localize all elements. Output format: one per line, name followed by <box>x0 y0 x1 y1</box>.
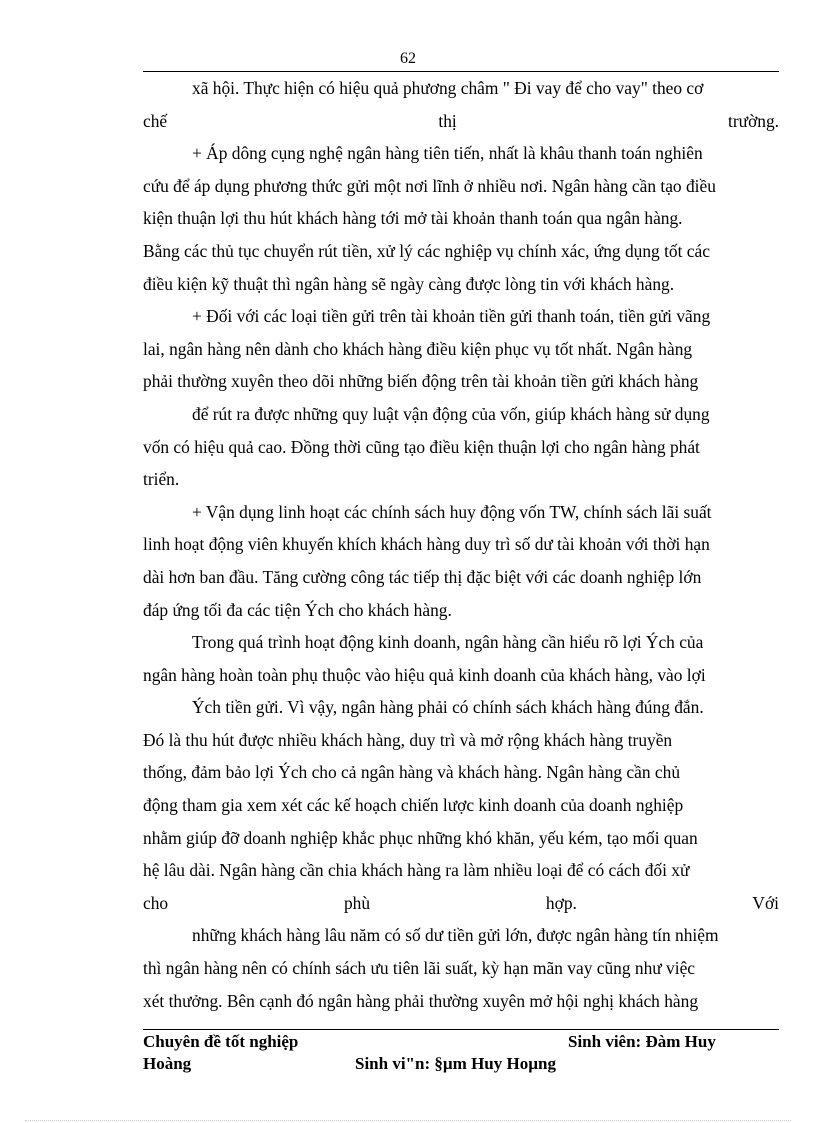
text-line: điều kiện kỹ thuật thì ngân hàng sẽ ngày càng được lòng tin với khách hàng. <box>143 273 675 294</box>
text-line: để rút ra được những quy luật vận động của vốn, giúp khách hàng sử dụng <box>192 403 710 424</box>
text-line: đáp ứng tối đa các tiện Ých cho khách hàng. <box>143 599 452 620</box>
footer-row <box>143 1053 779 1075</box>
page-number: 62 <box>400 50 416 67</box>
footer-rule <box>143 1029 779 1030</box>
text-line: linh hoạt động viên khuyến khích khách hàng duy trì số dư tài khoản với thời hạn <box>143 534 710 555</box>
footer-student-surname: Hoàng <box>143 1054 192 1073</box>
page-border-dotted <box>25 1120 791 1121</box>
text-line: xã hội. Thực hiện có hiệu quả phương châm " Đi vay để cho vay" theo cơ <box>192 78 704 98</box>
text-line: cho phù hợp. Với <box>143 892 779 913</box>
text-line: Bằng các thủ tục chuyển rút tiền, xử lý các nghiệp vụ chính xác, ứng dụng tốt các <box>143 240 710 261</box>
text-line: chế thị trường. <box>143 110 779 131</box>
text-line: xét thưởng. Bên cạnh đó ngân hàng phải thường xuyên mở hội nghị khách hàng <box>143 990 699 1011</box>
text-line: + Đối với các loại tiền gửi trên tài khoản tiền gửi thanh toán, tiền gửi vãng <box>192 306 711 327</box>
text-line: những khách hàng lâu năm có số dư tiền gửi lớn, được ngân hàng tín nhiệm <box>192 925 719 946</box>
text-line: nhằm giúp đỡ doanh nghiệp khắc phục những khó khăn, yếu kém, tạo mối quan <box>143 827 698 848</box>
text-line: thì ngân hàng nên có chính sách ưu tiên lãi suất, kỳ hạn mãn vay cũng như việc <box>143 958 696 979</box>
footer-garbled-name: Sinh vi"n: §µm Huy Hoµng <box>355 1054 556 1073</box>
text-line: triển. <box>143 469 180 490</box>
text-line: động tham gia xem xét các kế hoạch chiến lược kinh doanh của doanh nghiệp <box>143 795 684 816</box>
footer <box>143 1031 779 1075</box>
text-line: Trong quá trình hoạt động kinh doanh, ngân hàng cần hiểu rõ lợi Ých của <box>192 632 704 653</box>
text-line: phải thường xuyên theo dõi những biến động trên tài khoản tiền gửi khách hàng <box>143 371 699 392</box>
text-line: kiện thuận lợi thu hút khách hàng tới mở tài khoản thanh toán qua ngân hàng. <box>143 208 683 229</box>
footer-row <box>143 1031 779 1053</box>
text-line: + Áp dông cụng nghệ ngân hàng tiên tiến, nhất là khâu thanh toán nghiên <box>192 143 703 164</box>
text-line: ngân hàng hoàn toàn phụ thuộc vào hiệu quả kinh doanh của khách hàng, vào lợi <box>143 664 706 685</box>
text-line: Ých tiền gửi. Vì vậy, ngân hàng phải có chính sách khách hàng đúng đắn. <box>192 697 704 718</box>
text-line: vốn có hiệu quả cao. Đồng thời cũng tạo điều kiện thuận lợi cho ngân hàng phát <box>143 436 700 457</box>
text-line: lai, ngân hàng nên dành cho khách hàng điều kiện phục vụ tốt nhất. Ngân hàng <box>143 338 693 359</box>
body-text <box>143 72 779 1017</box>
text-line: Đó là thu hút được nhiều khách hàng, duy trì và mở rộng khách hàng truyền <box>143 729 673 750</box>
footer-thesis-title: Chuyên đề tốt nghiệp <box>143 1032 299 1051</box>
text-line: thống, đảm bảo lợi Ých cho cả ngân hàng và khách hàng. Ngân hàng cần chủ <box>143 762 681 783</box>
footer-student-name: Sinh viên: Đàm Huy <box>568 1032 716 1051</box>
text-line: hệ lâu dài. Ngân hàng cần chia khách hàng ra làm nhiều loại để có cách đối xử <box>143 860 690 881</box>
text-line: + Vận dụng linh hoạt các chính sách huy động vốn TW, chính sách lãi suất <box>192 501 712 522</box>
text-line: dài hơn ban đầu. Tăng cường công tác tiếp thị đặc biệt với các doanh nghiệp lớn <box>143 566 702 587</box>
text-line: cứu để áp dụng phương thức gửi một nơi lĩnh ở nhiều nơi. Ngân hàng cần tạo điều <box>143 175 716 196</box>
